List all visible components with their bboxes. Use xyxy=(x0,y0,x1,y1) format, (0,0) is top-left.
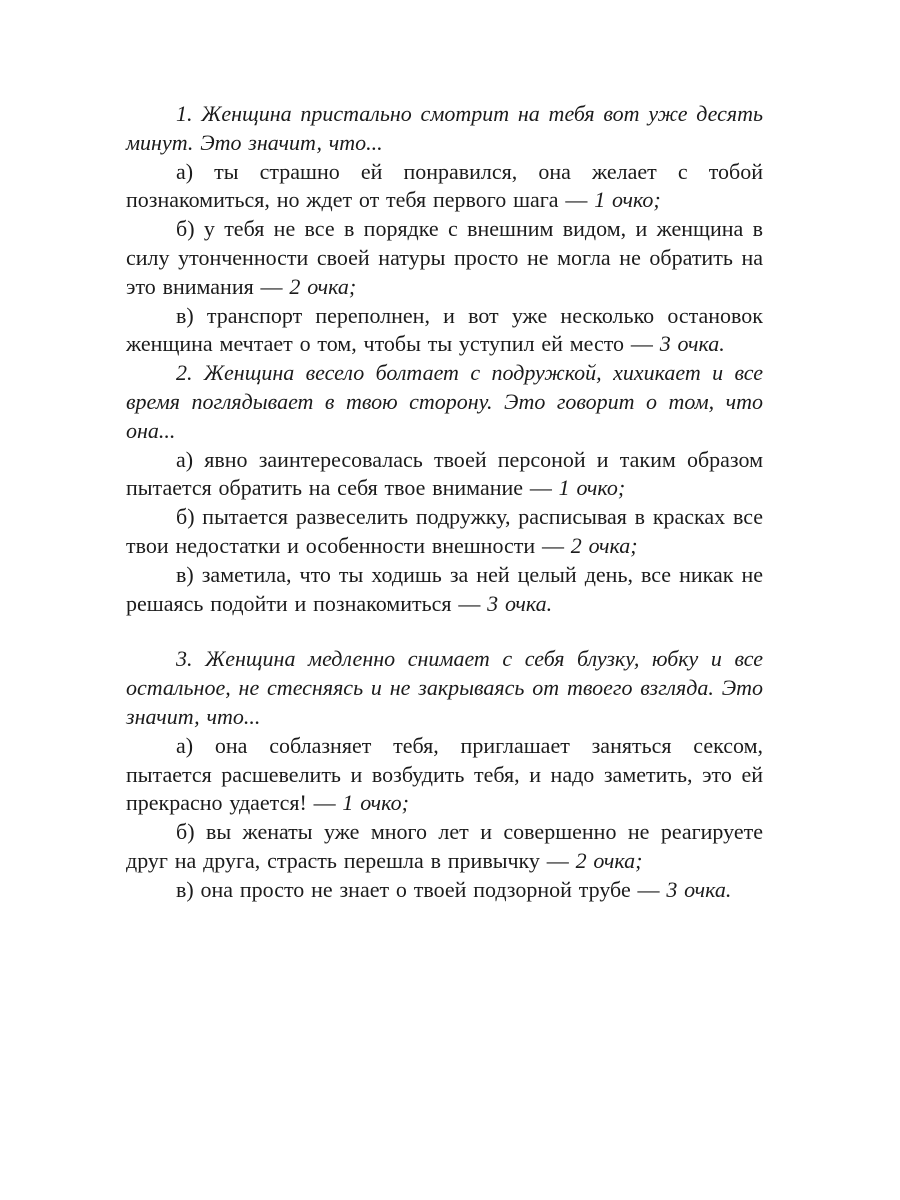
answer-text: а) она соблазняет тебя, приглашает заняться сексом, пытается расшевелить и возбудить тебя, и надо заметить, это ей прекрасно удается! — xyxy=(126,732,763,816)
question-3-answer-a xyxy=(126,732,763,818)
question-3-prompt: 3. Женщина медленно снимает с себя блузку, юбку и все остальное, не стесняясь и не закрываясь от твоего взгляда. Это значит, что... xyxy=(126,646,763,729)
answer-text: а) явно заинтересовалась твоей персоной и таким образом пытается обратить на себя твое внимание — xyxy=(126,446,763,501)
answer-score: 2 очка; xyxy=(289,273,357,299)
question-2-answer-v xyxy=(126,561,763,619)
answer-score: 3 очка. xyxy=(659,331,725,357)
answer-score: 3 очка. xyxy=(666,876,732,902)
answer-text: б) вы женаты уже много лет и совершенно не реагируете друг на друга, страсть перешла в привычку — xyxy=(126,819,763,873)
question-3-answer-v xyxy=(126,876,763,905)
question-1-answer-b xyxy=(126,215,763,301)
answer-score: 1 очко; xyxy=(594,187,661,213)
question-2-prompt: 2. Женщина весело болтает с подружкой, хихикает и все время поглядывает в твою сторону. Это говорит о том, что она... xyxy=(126,360,763,443)
answer-text: б) у тебя не все в порядке с внешним видом, и женщина в силу утонченности своей натуры просто не могла не обратить на это внимания — xyxy=(126,216,763,299)
question-1-prompt: 1. Женщина пристально смотрит на тебя вот уже десять минут. Это значит, что... xyxy=(126,101,763,155)
answer-text: в) транспорт переполнен, и вот уже несколько остановок женщина мечтает о том, чтобы ты уступил ей место — xyxy=(126,302,763,357)
question-2-answer-a xyxy=(126,446,763,504)
question-2-answer-b xyxy=(126,503,763,561)
answer-text: а) ты страшно ей понравился, она желает с тобой познакомиться, но ждет от тебя первого шага — xyxy=(126,158,763,213)
answer-score: 2 очка; xyxy=(575,847,643,873)
answer-score: 1 очко; xyxy=(558,475,626,501)
text-block xyxy=(126,100,763,905)
question-1-answer-a xyxy=(126,158,763,216)
answer-text: в) заметила, что ты ходишь за ней целый день, все никак не решаясь подойти и познакомиться — xyxy=(126,561,763,616)
question-1-answer-v xyxy=(126,302,763,360)
answer-score: 1 очко; xyxy=(342,790,409,816)
answer-text: б) пытается развеселить подружку, расписывая в красках все твои недостатки и особенности внешности — xyxy=(126,504,763,558)
question-3-answer-b xyxy=(126,818,763,876)
answer-score: 2 очка; xyxy=(570,532,638,558)
answer-score: 3 очка. xyxy=(487,590,553,616)
answer-text: в) она просто не знает о твоей подзорной трубе — xyxy=(176,876,667,902)
